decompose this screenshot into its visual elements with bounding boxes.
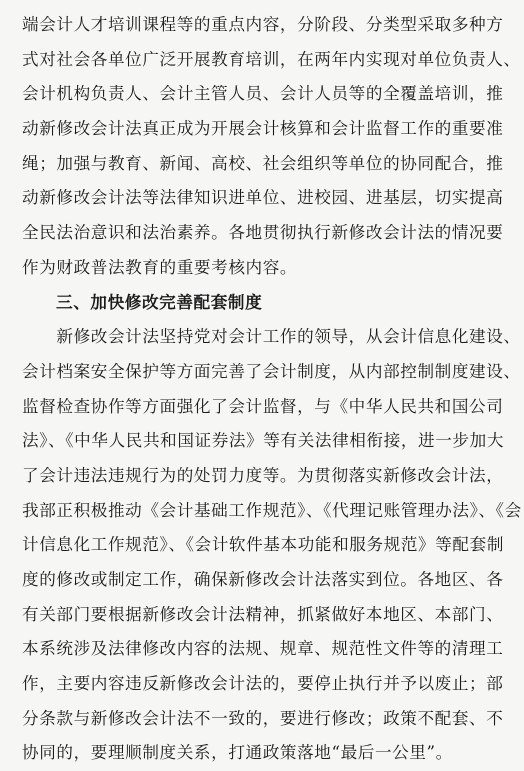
text-line: 监督检查协作等方面强化了会计监督，与《中华人民共和国公司 xyxy=(22,396,504,416)
text-line: 分条款与新修改会计法不一致的，要进行修改；政策不配套、不 xyxy=(22,708,504,728)
section-heading: 三、加快修改完善配套制度 xyxy=(56,292,263,312)
text-line: 绳；加强与教育、新闻、高校、社会组织等单位的协同配合，推 xyxy=(22,153,504,173)
text-line: 新修改会计法坚持党对会计工作的领导，从会计信息化建设、 xyxy=(22,327,521,347)
paragraph-training xyxy=(22,8,521,286)
text-line: 作，主要内容违反新修改会计法的，要停止执行并予以废止；部 xyxy=(22,674,504,694)
text-line: 计信息化工作规范》、《会计软件基本功能和服务规范》等配套制 xyxy=(22,535,505,555)
text-line: 动新修改会计法真正成为开展会计核算和会计监督工作的重要准 xyxy=(22,119,504,139)
text-line: 全民法治意识和法治素养。各地贯彻执行新修改会计法的情况要 xyxy=(22,223,504,243)
text-line: 了会计违法违规行为的处罚力度等。为贯彻落实新修改会计法， xyxy=(22,465,504,485)
text-line: 作为财政普法教育的重要考核内容。 xyxy=(22,257,298,277)
text-line: 会计档案安全保护等方面完善了会计制度，从内部控制制度建设、 xyxy=(22,361,521,381)
text-line: 动新修改会计法等法律知识进单位、进校园、进基层，切实提高 xyxy=(22,188,504,208)
text-line: 会计机构负责人、会计主管人员、会计人员等的全覆盖培训，推 xyxy=(22,84,504,104)
text-line: 协同的，要理顺制度关系，打通政策落地“最后一公里”。 xyxy=(22,743,453,763)
text-line: 度的修改或制定工作，确保新修改会计法落实到位。各地区、各 xyxy=(22,570,504,589)
text-line: 法》、《中华人民共和国证券法》等有关法律相衔接，进一步加大 xyxy=(22,431,505,451)
text-line: 我部正积极推动《会计基础工作规范》、《代理记账管理办法》、《会 xyxy=(22,500,522,520)
text-line: 本系统涉及法律修改内容的法规、规章、规范性文件等的清理工 xyxy=(22,639,504,659)
text-line: 端会计人才培训课程等的重点内容，分阶段、分类型采取多种方 xyxy=(22,15,504,34)
text-line: 有关部门要根据新修改会计法精神，抓紧做好本地区、本部门、 xyxy=(22,604,504,624)
paragraph-supporting-rules xyxy=(22,320,522,771)
text-line: 式对社会各单位广泛开展教育培训，在两年内实现对单位负责人、 xyxy=(22,49,521,69)
